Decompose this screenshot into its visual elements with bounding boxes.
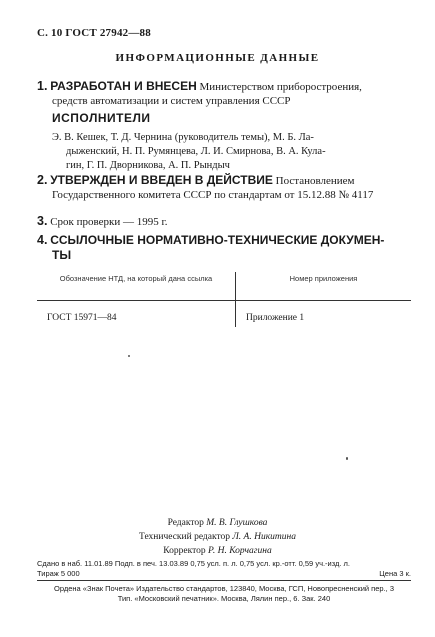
publication-line-1: Сдано в наб. 11.01.89 Подп. в печ. 13.03.89 0,75 усл. п. л. 0,75 усл. кр.-отт. 0,59 уч.-изд. л. [37,559,351,568]
section-3 [37,214,409,229]
section-1-number: 1. [37,79,48,93]
print-speck [346,457,348,460]
printer-info [37,584,411,604]
executors-line-2: дыженский, Н. П. Румянцева, Л. И. Смирнова, В. А. Кула- [66,146,326,157]
references-table [37,272,411,327]
section-2-text: Постановлением [275,175,355,187]
corrector-name: Р. Н. Корчагина [207,546,272,556]
section-3-text: Срок проверки — 1995 г. [50,216,168,228]
section-3-number: 3. [37,214,48,228]
section-2-text-cont: Государственного комитета СССР по стандартам от 15.12.88 № 4117 [52,189,374,201]
section-1-text: Министерством приборостроения, [199,81,362,93]
publication-info [37,559,411,578]
section-4 [37,233,409,262]
table-cell-document: ГОСТ 15971—84 [37,301,236,328]
publication-line-2 [37,569,411,579]
printer-line-1: Ордена «Знак Почета» Издательство стандартов, 123840, Москва, ГСП, Новопресненский пер., 3 [54,584,394,593]
section-2-heading: УТВЕРЖДЕН И ВВЕДЕН В ДЕЙСТВИЕ [50,173,273,187]
section-1 [37,79,409,108]
executors-label: ИСПОЛНИТЕЛИ [52,111,151,125]
tech-editor-label: Технический редактор [139,532,230,542]
section-4-heading-cont: ТЫ [52,248,72,262]
table-row [37,301,411,328]
print-speck [128,355,130,357]
section-4-heading: ССЫЛОЧНЫЕ НОРМАТИВНО-ТЕХНИЧЕСКИЕ ДОКУМЕН- [50,233,385,247]
editors-block [0,516,435,558]
column-header-appendix: Номер приложения [236,272,412,301]
section-4-number: 4. [37,233,48,247]
table-cell-appendix: Приложение 1 [246,313,305,323]
print-run: Тираж 5 000 [37,568,80,578]
tech-editor-name: Л. А. Никитина [232,532,296,542]
column-header-document: Обозначение НТД, на который дана ссылка [37,272,236,301]
page-title: ИНФОРМАЦИОННЫЕ ДАННЫЕ [115,52,320,64]
section-2 [37,173,409,202]
section-1-text-cont: средств автоматизации и систем управления СССР [52,95,291,107]
corrector-line [0,544,435,558]
table-header-row [37,272,411,301]
editor-label: Редактор [167,518,204,528]
editor-name: М. В. Глушкова [206,518,268,528]
divider [37,580,411,581]
executors-line-3: гин, Г. П. Дворникова, А. П. Рындыч [66,160,230,171]
executors-list [52,131,409,173]
section-2-number: 2. [37,173,48,187]
executors-line-1: Э. В. Кешек, Т. Д. Чернина (руководитель темы), М. Б. Ла- [52,132,314,143]
editor-line [0,516,435,530]
printer-line-2: Тип. «Московский печатник». Москва, Лялин пер., 6. Зак. 240 [117,594,331,603]
page-header: С. 10 ГОСТ 27942—88 [37,27,151,39]
corrector-label: Корректор [163,546,206,556]
section-1-heading: РАЗРАБОТАН И ВНЕСЕН [50,79,197,93]
tech-editor-line [0,530,435,544]
price: Цена 3 к. [379,568,411,578]
